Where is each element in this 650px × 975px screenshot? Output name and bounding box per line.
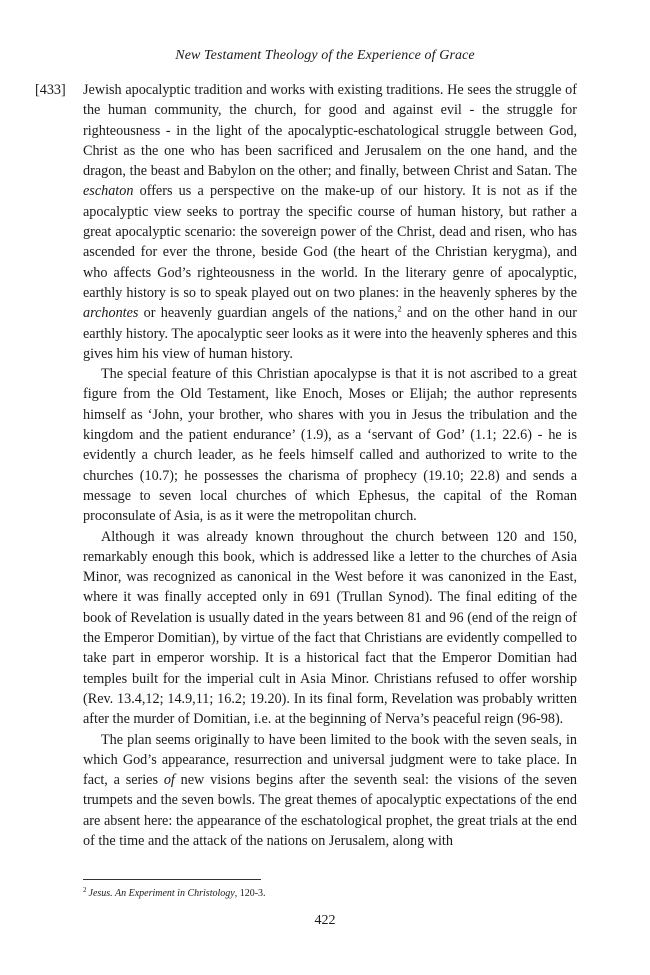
margin-page-reference: [433] <box>35 82 66 98</box>
paragraph-4-text-a: The plan seems originally to have been limited to the book with the seven seals, in which God’s appearance, resurrection and universal judgment were to take place. In fact, a series <box>83 731 577 789</box>
page-number: 422 <box>314 913 336 928</box>
footnote-title: Jesus. An Experiment in Christology <box>88 888 235 899</box>
paragraph-2: The special feature of this Christian apocalypse is that it is not ascribed to a great figure from the Old Testament, like Enoch, Moses or Elijah; the author represents himself as ‘John, your brother, who shares with you in Jesus the tribulation and the kingdom and the patient endurance’ (1.9), as a ‘servant of God’ (1.1; 22.6) - he is evidently a church leader, as he feels himself called and authorized to write to the churches (10.7); he possesses the charisma of prophecy (19.10; 22.8) and sends a message to seven local churches of which Ephesus, the capital of the Roman proconsulate of Asia, is as it were the metropolitan church. <box>83 366 577 525</box>
footnote-reference[interactable]: 2 <box>397 304 402 314</box>
footnote-number: 2 <box>83 885 87 894</box>
term-eschaton: eschaton <box>83 183 134 200</box>
paragraph-1-text-c: offers us a perspective on the make-up of our history. It is not as if the apocalyptic view seeks to portray the specific course of human history, but rather a great apocalyptic scenario: the sovereign power of the Christ, dead and risen, who has ascended for ever the throne, beside God (the heart of the Christian kerygma), and who affects God’s righteousness in the world. In the literary genre of apocalyptic, earthly history is so to speak played out on two planes: in the heavenly spheres by the <box>83 183 577 301</box>
footnote <box>83 887 266 900</box>
paragraph-1-text-f: and on the other hand in our earthly history. The apocalyptic seer looks as it were into the heavenly spheres and this gives him his view of human history. <box>83 305 577 362</box>
footnote-pages: , 120-3. <box>234 888 266 899</box>
running-header: New Testament Theology of the Experience of Grace <box>175 48 475 63</box>
paragraph-1 <box>83 80 577 364</box>
footnote-divider <box>83 879 261 880</box>
paragraph-1-text-e: or heavenly guardian angels of the nations, <box>138 305 398 322</box>
paragraph-3: Although it was already known throughout the church between 120 and 150, remarkably enough this book, which is addressed like a letter to the churches of Asia Minor, was recognized as canonical in the West before it was canonized in the East, where it was finally accepted only in 691 (Trullan Synod). The final editing of the book of Revelation is usually dated in the years between 81 and 96 (end of the reign of the Emperor Domitian), by virtue of the fact that Christians are evidently compelled to take part in emperor worship. It is a historical fact that the Emperor Domitian had temples built for the imperial cult in Asia Minor. Christians refused to offer worship (Rev. 13.4,12; 14.9,11; 16.2; 19.20). In its final form, Revelation was probably written after the murder of Domitian, i.e. at the beginning of Nerva’s peaceful reign (96-98). <box>83 528 577 728</box>
emphasis-of: of <box>163 772 175 789</box>
body-text <box>83 80 577 851</box>
paragraph-4 <box>83 730 577 852</box>
term-archontes: archontes <box>83 305 139 322</box>
paragraph-4-text-c: new visions begins after the seventh seal: the visions of the seven trumpets and the seven bowls. The great themes of apocalyptic expectations of the end are absent here: the appearance of the eschatological prophet, the great trials at the end of the time and the attack of the nations on Jerusalem, along with <box>83 772 577 849</box>
paragraph-1-text-a: Jewish apocalyptic tradition and works with existing traditions. He sees the struggle of the human community, the church, for good and against evil - the struggle for righteousness - in the light of the apocalyptic-eschatological struggle between God, Christ as the one who has been sacrificed and Jerusalem on the one hand, and the dragon, the beast and Babylon on the other; and finally, between Christ and Satan. The <box>83 82 577 180</box>
